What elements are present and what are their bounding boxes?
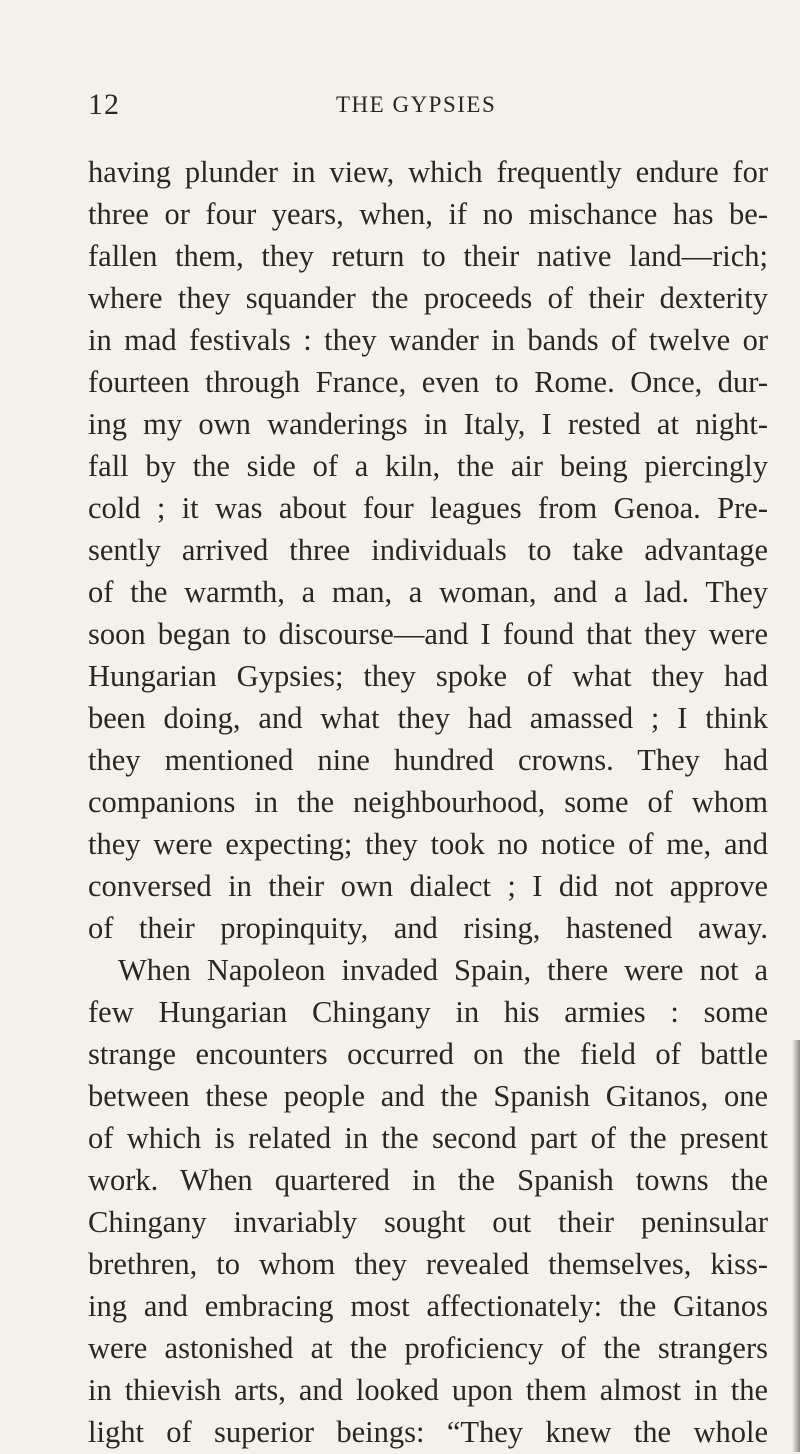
text-line: fall by the side of a kiln, the air being piercingly (88, 449, 768, 483)
text-line: ing and embracing most affectionately: the Gitanos (88, 1289, 768, 1323)
text-line: between these people and the Spanish Gitanos, one (88, 1079, 768, 1113)
text-line: Chingany invariably sought out their peninsular (88, 1205, 768, 1239)
text-line: they mentioned nine hundred crowns. They had (88, 743, 768, 777)
text-line: ing my own wanderings in Italy, I rested at night- (88, 407, 768, 441)
text-line: been doing, and what they had amassed ; I think (88, 701, 768, 735)
page-number: 12 (88, 88, 120, 121)
page-edge-shadow (792, 1040, 800, 1452)
text-line: conversed in their own dialect ; I did not approve (88, 869, 768, 903)
text-line: light of superior beings: “They knew the whole (88, 1415, 768, 1449)
running-title: THE GYPSIES (336, 92, 497, 117)
text-line: in thievish arts, and looked upon them almost in the (88, 1373, 768, 1407)
text-line: When Napoleon invaded Spain, there were not a (118, 953, 768, 987)
text-line: where they squander the proceeds of their dexterity (88, 281, 768, 315)
page-header (88, 88, 760, 128)
text-line: companions in the neighbourhood, some of whom (88, 785, 768, 819)
text-line: Hungarian Gypsies; they spoke of what they had (88, 659, 768, 693)
text-line: cold ; it was about four leagues from Genoa. Pre- (88, 491, 768, 525)
text-line: fallen them, they return to their native land—rich; (88, 239, 768, 273)
text-line: having plunder in view, which frequently endure for (88, 155, 768, 189)
text-line: strange encounters occurred on the field of battle (88, 1037, 768, 1071)
text-line: fourteen through France, even to Rome. Once, dur- (88, 365, 768, 399)
text-line: they were expecting; they took no notice of me, and (88, 827, 768, 861)
text-line: of their propinquity, and rising, hastened away. (88, 911, 768, 945)
text-line: in mad festivals : they wander in bands of twelve or (88, 323, 768, 357)
text-line: soon began to discourse—and I found that they were (88, 617, 768, 651)
text-line: brethren, to whom they revealed themselves, kiss- (88, 1247, 768, 1281)
text-line: of which is related in the second part of the present (88, 1121, 768, 1155)
text-line: of the warmth, a man, a woman, and a lad. They (88, 575, 768, 609)
text-line: sently arrived three individuals to take advantage (88, 533, 768, 567)
text-line: work. When quartered in the Spanish towns the (88, 1163, 768, 1197)
text-line: few Hungarian Chingany in his armies : some (88, 995, 768, 1029)
text-line: were astonished at the proficiency of the strangers (88, 1331, 768, 1365)
text-line: three or four years, when, if no mischance has be- (88, 197, 768, 231)
